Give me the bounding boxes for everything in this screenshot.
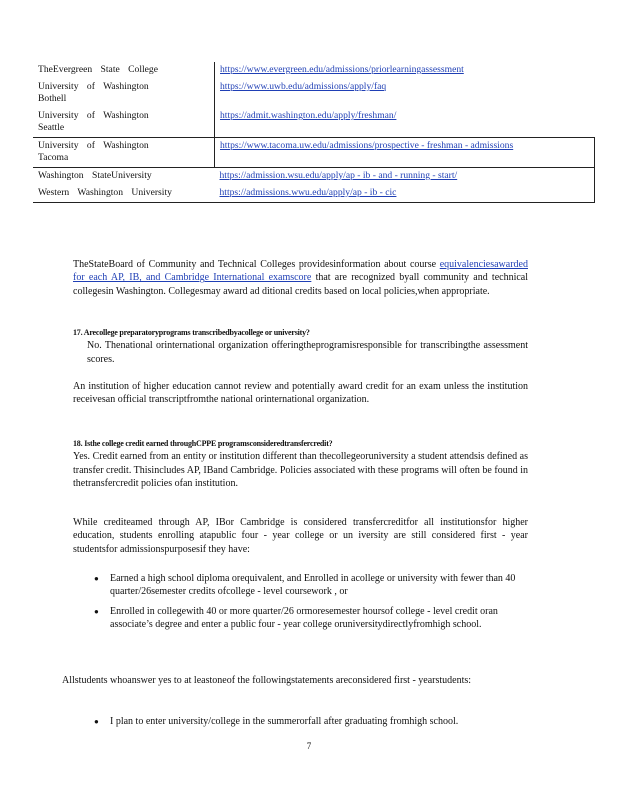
question-17-paragraph: An institution of higher education cannot review and potentially award credit for an exam unless the institution receivesan official transcriptfromthe national orinternational organization. <box>73 381 528 406</box>
college-url-link[interactable]: https://www.tacoma.uw.edu/admissions/prospective - freshman - admissions <box>220 140 514 151</box>
table-row <box>33 108 595 138</box>
question-17 <box>73 326 528 366</box>
table-row <box>33 138 595 168</box>
college-name: TheEvergreen State College <box>33 62 215 79</box>
list-item: ● Enrolled in collegewith 40 or more quarter/26 ormoresemester hoursof college - level credit oran associate’s degree and enter a public four - year college oruniversitydirectlyfromhigh school. <box>110 605 528 632</box>
college-name: University of Washington Seattle <box>33 108 215 138</box>
question-18-paragraph: While crediteamed through AP, IBor Cambridge is considered transfercreditfor all institutionsfor higher education, students enrolling atapublic four - year college or un iversity are still considered first - year studentsfor admissionspurposesif they have: <box>73 517 528 555</box>
admission-bullets <box>80 572 528 638</box>
table-row <box>33 79 595 108</box>
college-url-link[interactable]: https://www.evergreen.edu/admissions/priorlearningassessment <box>220 64 464 75</box>
list-item: ● Earned a high school diploma orequivalent, and Enrolled in acollege or university with fewer than 40 quarter/26semester credits ofcollege - level coursework , or <box>110 572 528 599</box>
question-18-heading: 18. Isthe college credit earned throughCPPE programsconsideredtransfercredit? <box>73 439 333 448</box>
page-number: 7 <box>306 741 312 751</box>
college-url-link[interactable]: https://admissions.wwu.edu/apply/ap - ib - cic <box>219 187 397 198</box>
question-18 <box>73 437 528 491</box>
college-url-link[interactable]: https://www.uwb.edu/admissions/apply/faq <box>220 81 387 92</box>
college-name: Washington StateUniversity <box>38 170 152 181</box>
college-name: Western Washington University <box>33 185 215 203</box>
college-url-cell <box>215 185 595 203</box>
question-18-answer: Yes. Credit earned from an entity or institution different than thecollegeoruniversity a student attendsis defined as transfer credit. Thisincludes AP, IBand Cambridge. Policies associated with these programs will often be found in thetransfercredit policies ofan institution. <box>73 451 528 490</box>
college-name: University of Washington Tacoma <box>33 138 215 168</box>
college-url-cell <box>215 138 595 168</box>
college-url-cell <box>215 79 595 108</box>
college-url-cell <box>215 62 595 79</box>
college-url-table <box>33 62 595 203</box>
list-item: ● I plan to enter university/college in the summerorfall after graduating fromhigh school. <box>110 715 528 728</box>
college-url-link[interactable]: https://admission.wsu.edu/apply/ap - ib - and - running - start/ <box>219 170 458 181</box>
table-row <box>33 185 595 203</box>
college-url-cell <box>215 168 595 186</box>
equivalencies-link[interactable]: equivalenciesawarded for each AP, IB, and Cambridge International examscore <box>73 259 528 284</box>
college-name: University of Washington Bothell <box>33 79 215 108</box>
question-17-answer: No. Thenational orinternational organization offeringtheprogramisresponsible for transcribingthe assessment scores. <box>87 340 528 365</box>
college-url-link[interactable]: https://admit.washington.edu/apply/freshman/ <box>220 110 397 121</box>
table-row <box>33 62 595 79</box>
table-row <box>33 168 595 186</box>
college-url-cell <box>215 108 595 138</box>
first-year-bullets <box>80 715 528 734</box>
intro-paragraph: TheStateBoard of Community and Technical Colleges providesinformation about course equivalenciesawarded for each AP, IB, and Cambridge International examscore that are recognized byall community and technical collegesin Washington. Collegesmay award ad ditional credits based on local policies,when appropriate. <box>73 259 529 297</box>
first-year-paragraph: Allstudents whoanswer yes to at leastoneof the followingstatements areconsidered first - yearstudents: <box>62 675 472 686</box>
question-17-heading: 17. Arecollege preparatoryprograms transcribedbyacollege or university? <box>73 328 310 337</box>
